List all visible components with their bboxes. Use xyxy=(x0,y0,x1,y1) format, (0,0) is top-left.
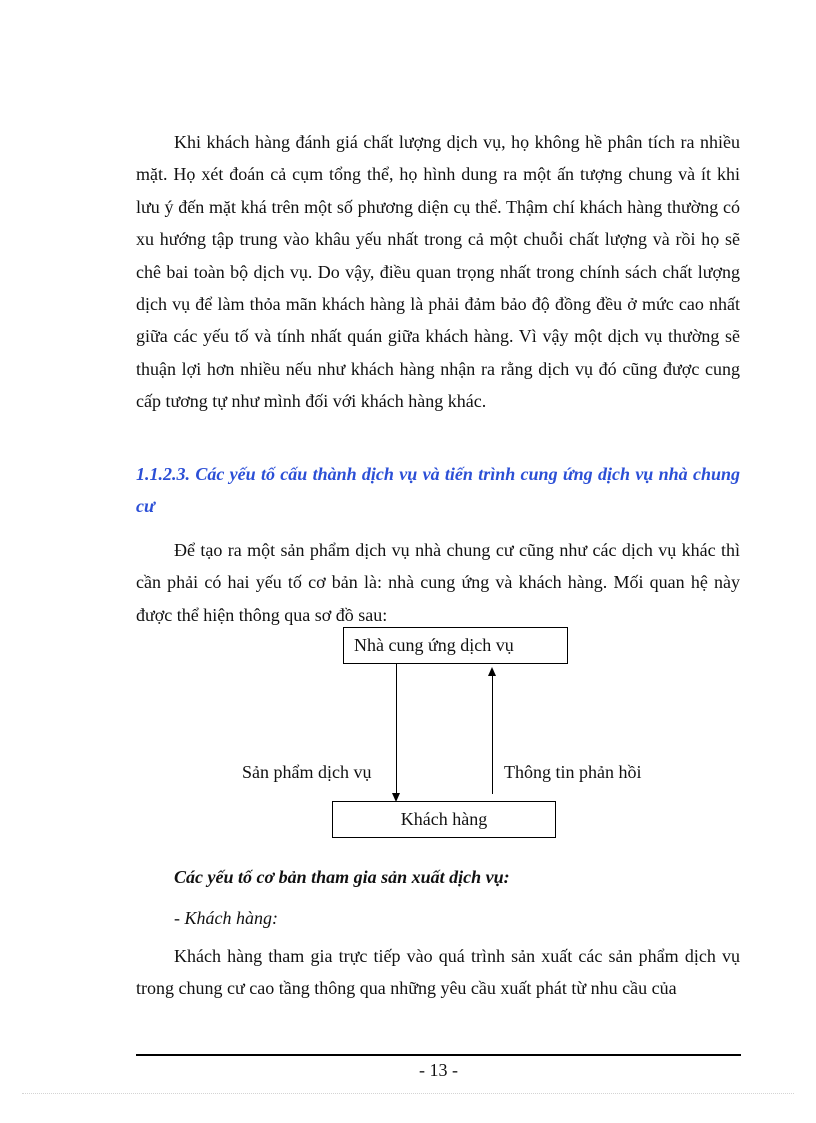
provider-box: Nhà cung ứng dịch vụ xyxy=(343,627,568,664)
product-arrow-down-icon xyxy=(396,664,397,794)
sub-heading-basic-elements: Các yếu tố cơ bản tham gia sản xuất dịch vụ: xyxy=(174,867,510,887)
paragraph-customer-participation: Khách hàng tham gia trực tiếp vào quá trình sản xuất các sản phẩm dịch vụ trong chung cư cao tầng thông qua những yêu cầu xuất phát từ nhu cầu của xyxy=(136,946,740,999)
paragraph-service-elements: Để tạo ra một sản phẩm dịch vụ nhà chung cư cũng như các dịch vụ khác thì cần phải có hai yếu tố cơ bản là: nhà cung ứng và khách hàng. Mối quan hệ này được thể hiện thông qua sơ đồ sau: xyxy=(136,540,740,625)
customer-box: Khách hàng xyxy=(332,801,556,838)
paragraph-service-quality: Khi khách hàng đánh giá chất lượng dịch vụ, họ không hề phân tích ra nhiều mặt. Họ xét đoán cả cụm tổng thể, họ hình dung ra một ấn tượng chung và ít khi lưu ý đến mặt khá trên một số phương diện cụ thể. Thậm chí khách hàng thường có xu hướng tập trung vào khâu yếu nhất trong cả một chuỗi chất lượng và rồi họ sẽ chê bai toàn bộ dịch vụ. Do vậy, điều quan trọng nhất trong chính sách chất lượng dịch vụ để làm thỏa mãn khách hàng là phải đảm bảo độ đồng đều ở mức cao nhất giữa các yếu tố và tính nhất quán giữa khách hàng. Vì vậy một dịch vụ thường sẽ thuận lợi hơn nhiều nếu như khách hàng nhận ra rằng dịch vụ đó cũng được cung cấp tương tự như mình đối với khách hàng khác. xyxy=(136,132,740,412)
section-heading: 1.1.2.3. Các yếu tố cấu thành dịch vụ và tiến trình cung ứng dịch vụ nhà chung cư xyxy=(136,464,740,516)
footer-divider xyxy=(136,1054,741,1056)
product-arrow-label: Sản phẩm dịch vụ xyxy=(242,762,372,782)
feedback-arrow-up-icon xyxy=(492,676,493,794)
page-number: - 13 - xyxy=(419,1060,458,1080)
list-item-customer: - Khách hàng: xyxy=(174,908,278,928)
page-bottom-edge xyxy=(22,1093,794,1094)
feedback-arrow-label: Thông tin phản hồi xyxy=(504,762,642,782)
